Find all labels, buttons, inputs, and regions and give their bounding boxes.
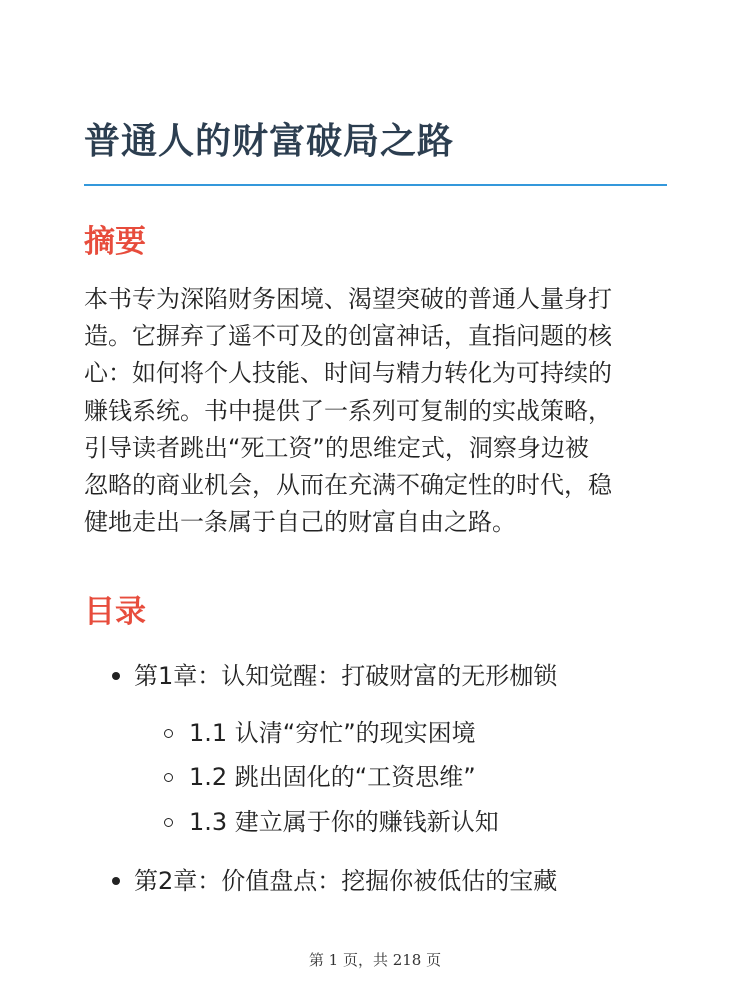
abstract-line: 引导读者跳出“死工资”的思维定式，洞察身边被 xyxy=(84,433,589,462)
title-divider xyxy=(84,184,667,186)
bullet-dot-icon xyxy=(112,877,120,885)
toc-section-1-3[interactable]: 1.3 建立属于你的赚钱新认知 xyxy=(189,808,499,836)
toc-section-1-2[interactable]: 1.2 跳出固化的“工资思维” xyxy=(189,763,476,791)
abstract-line: 本书专为深陷财务困境、渴望突破的普通人量身打 xyxy=(84,285,612,313)
toc-chapter-2[interactable]: 第2章：价值盘点：挖掘你被低估的宝藏 xyxy=(134,867,558,895)
toc-chapter-1[interactable]: 第1章：认知觉醒：打破财富的无形枷锁 xyxy=(134,662,558,690)
toc-section-1-1[interactable]: 1.1 认清“穷忙”的现实困境 xyxy=(189,719,476,747)
document-title: 普通人的财富破局之路 xyxy=(84,121,455,162)
abstract-line: 赚钱系统。书中提供了一系列可复制的实战策略， xyxy=(84,396,612,425)
bullet-circle-icon xyxy=(164,773,173,782)
abstract-line: 心：如何将个人技能、时间与精力转化为可持续的 xyxy=(84,359,612,388)
bullet-dot-icon xyxy=(112,672,120,680)
bullet-circle-icon xyxy=(164,818,173,827)
abstract-line: 造。它摒弃了遥不可及的创富神话，直指问题的核 xyxy=(84,322,612,351)
toc-heading: 目录 xyxy=(84,594,146,630)
bullet-circle-icon xyxy=(164,729,173,738)
abstract-heading: 摘要 xyxy=(84,224,146,260)
abstract-line: 健地走出一条属于自己的财富自由之路。 xyxy=(84,508,516,537)
abstract-line: 忽略的商业机会，从而在充满不确定性的时代，稳 xyxy=(84,471,612,500)
page-footer: 第 1 页，共 218 页 xyxy=(308,951,442,969)
abstract-paragraph xyxy=(84,281,674,541)
